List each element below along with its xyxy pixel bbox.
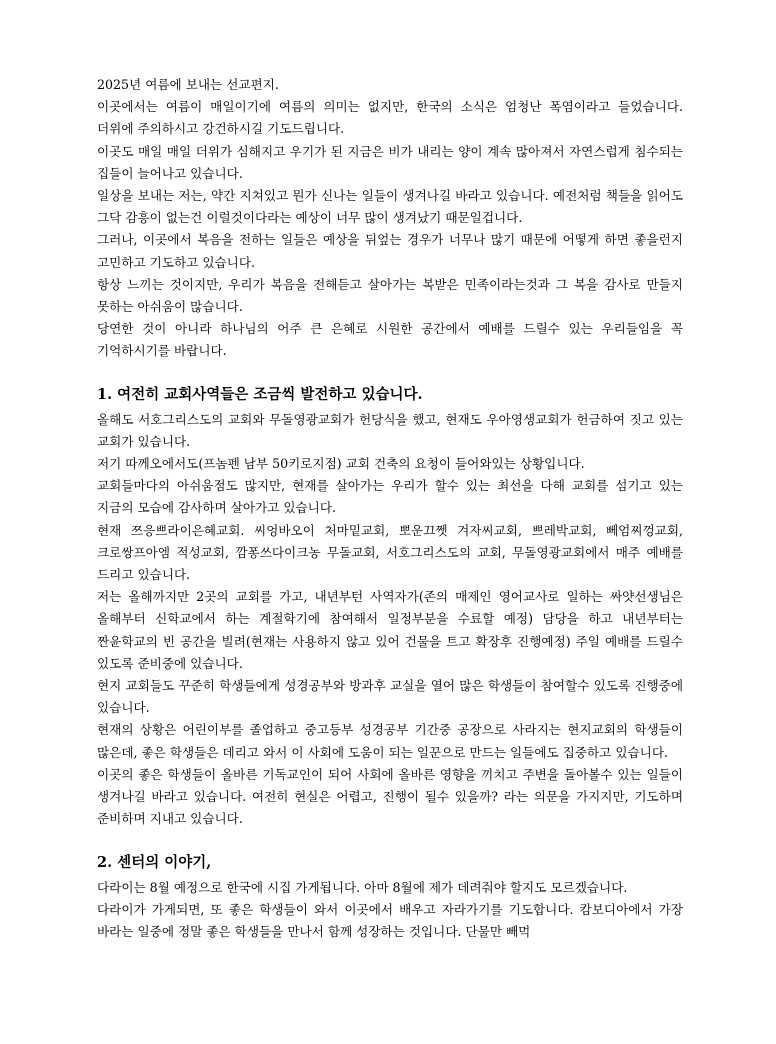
letter-page	[97, 74, 683, 943]
section-center-story	[97, 851, 683, 944]
letter-title: 2025년 여름에 보내는 선교편지.	[97, 77, 279, 92]
intro-section	[97, 74, 683, 363]
paragraph: 이곳의 좋은 학생들이 올바른 기독교인이 되어 사회에 올바른 영향을 끼치고 주변을 돌아볼수 있는 일들이 생겨나길 바라고 있습니다. 여전히 현실은 어렵고, 진행이 될수 있을까? 라는 의문을 가지지만, 기도하며 준비하며 지내고 있습니다.	[97, 766, 683, 827]
paragraph: 현재의 상황은 어린이부를 졸업하고 중고등부 성경공부 기간중 공장으로 사라지는 현지교회의 학생들이 많은데, 좋은 학생들은 데리고 와서 이 사회에 도움이 되는 일꾼으로 만드는 일들에도 집중하고 있습니다.	[97, 722, 683, 760]
paragraph: 이곳도 매일 매일 더위가 심해지고 우기가 된 지금은 비가 내리는 양이 계속 많아져서 자연스럽게 침수되는 집들이 늘어나고 있습니다.	[97, 143, 683, 181]
paragraph: 교회들마다의 아쉬움점도 많지만, 현재를 살아가는 우리가 할수 있는 최선을 다해 교회를 섬기고 있는 지금의 모습에 감사하며 살아가고 있습니다.	[97, 478, 683, 516]
paragraph: 저는 올해까지만 2곳의 교회를 가고, 내년부턴 사역자가(존의 매제인 영어교사로 일하는 싸얏선생님은 올해부터 신학교에서 하는 계절학기에 참여해서 일정부분을 수료할 예정) 담당을 하고 내년부터는 짠윤학교의 빈 공간을 빌려(현재는 사용하지 않고 있어 건물을 트고 확장후 진행예정) 주일 예배를 드릴수 있도록 준비중에 있습니다.	[97, 589, 683, 671]
paragraph: 현재 쯔응쁘라이은혜교회. 씨엉바오이 처마밑교회, 뽀운끄쩻 겨자씨교회, 쁘레박교회, 뻬엄찌껑교회, 크로쌍프아엠 적성교회, 깜퐁쓰다이크농 무돌교회, 서호그리스도의 교회, 무돌영광교회에서 매주 예배를 드리고 있습니다.	[97, 522, 683, 583]
section-church-ministry	[97, 383, 683, 831]
spacer	[97, 363, 683, 383]
paragraph: 다라이가 가게되면, 또 좋은 학생들이 와서 이곳에서 배우고 자라가기를 기도합니다. 캄보디아에서 가장 바라는 일중에 정말 좋은 학생들을 만나서 함께 성장하는 것입니다. 단물만 빼먹	[97, 901, 683, 939]
paragraph: 그러나, 이곳에서 복음을 전하는 일들은 예상을 뒤엎는 경우가 너무나 많기 때문에 어떻게 하면 좋을런지 고민하고 기도하고 있습니다.	[97, 232, 683, 270]
paragraph: 현지 교회들도 꾸준히 학생들에게 성경공부와 방과후 교실을 열어 많은 학생들이 참여할수 있도록 진행중에 있습니다.	[97, 678, 683, 716]
paragraph: 항상 느끼는 것이지만, 우리가 복음을 전해듣고 살아가는 복받은 민족이라는것과 그 복을 감사로 만들지 못하는 아쉬움이 많습니다.	[97, 276, 683, 315]
paragraph: 당연한 것이 아니라 하나님의 어주 큰 은혜로 시원한 공간에서 예배를 드릴수 있는 우리들임을 꼭 기억하시기를 바랍니다.	[97, 321, 683, 359]
section-heading: 2. 센터의 이야기,	[97, 853, 212, 871]
paragraph: 올해도 서호그리스도의 교회와 무돌영광교회가 헌당식을 했고, 현재도 우아영생교회가 헌금하여 짓고 있는 교회가 있습니다.	[97, 411, 683, 449]
paragraph: 다라이는 8월 예정으로 한국에 시집 가게됩니다. 아마 8월에 제가 데려줘야 할지도 모르겠습니다.	[97, 879, 628, 895]
paragraph: 일상을 보내는 저는, 약간 지쳐있고 뭔가 신나는 일들이 생겨나길 바라고 있습니다. 예전처럼 책들을 읽어도 그닥 감흥이 없는건 이럴것이다라는 예상이 너무 많이 생겨났기 때문일겁니다.	[97, 188, 683, 226]
section-heading: 1. 여전히 교회사역들은 조금씩 발전하고 있습니다.	[97, 385, 423, 403]
spacer	[97, 831, 683, 851]
paragraph: 저기 따께오에서도(프놈펜 남부 50키로지점) 교회 건축의 요청이 들어와있는 상황입니다.	[97, 456, 585, 472]
paragraph: 이곳에서는 여름이 매일이기에 여름의 의미는 없지만, 한국의 소식은 엄청난 폭염이라고 들었습니다. 더위에 주의하시고 강건하시길 기도드립니다.	[97, 99, 683, 137]
